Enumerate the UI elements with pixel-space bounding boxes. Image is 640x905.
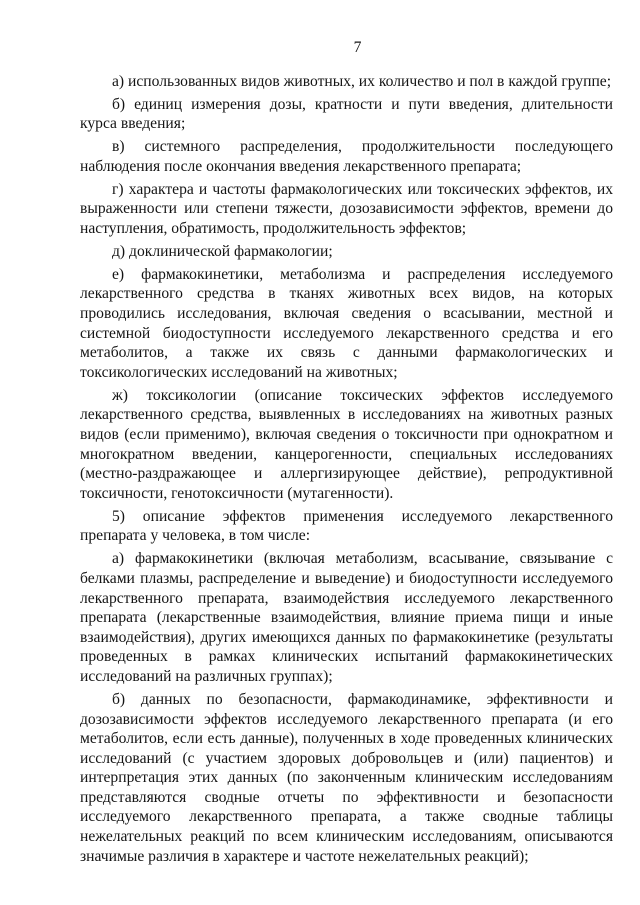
- page-number: 7: [353, 39, 362, 56]
- paragraph-a-animals: а) использованных видов животных, их количество и пол в каждой группе;: [112, 72, 612, 90]
- paragraph-v-distribution: в) системного распределения, продолжительности последующего наблюдения после окончания введения лекарственного препарата;: [80, 138, 613, 175]
- paragraph-5-human-effects: 5) описание эффектов применения исследуемого лекарственного препарата у человека, в том числе:: [80, 507, 613, 545]
- paragraph-b-dose-units: б) единиц измерения дозы, кратности и пути введения, длительности курса введения;: [80, 95, 613, 133]
- paragraph-g-effects: г) характера и частоты фармакологических или токсических эффектов, их выраженности или степени тяжести, дозозависимости эффектов, времени до наступления, обратимость, продолжительность эффектов;: [80, 180, 613, 237]
- paragraph-e-pharmacokinetics: е) фармакокинетики, метаболизма и распределения исследуемого лекарственного средства в тканях животных всех видов, на которых проводились исследования, включая сведения о всасывании, местной и системной биодоступности исследуемого лекарственного средства и его метаболитов, а также их связь с данными фармакологических и токсикологических исследований на животных;: [80, 265, 613, 381]
- paragraph-d-preclinical: д) доклинической фармакологии;: [112, 242, 333, 260]
- paragraph-zh-toxicology: ж) токсикологии (описание токсических эффектов исследуемого лекарственного средства, выявленных в исследованиях на животных разных видов (если применимо), включая сведения о токсичности при однократном и многократном введении, канцерогенности, специальных исследованиях (местно-раздражающее и аллергизирующее действие), репродуктивной токсичности, генотоксичности (мутагенности).: [80, 386, 613, 502]
- document-page: [80, 38, 613, 870]
- paragraph-b-safety-data: б) данных по безопасности, фармакодинамике, эффективности и дозозависимости эффектов исследуемого лекарственного препарата (и его метаболитов, если есть данные), полученных в ходе проведенных клинических исследований (с участием здоровых добровольцев и (или) пациентов) и интерпретация этих данных (по законченным клиническим исследованиям представляются сводные отчеты по эффективности и безопасности исследуемого лекарственного препарата, а также сводные таблицы нежелательных реакций по всем клиническим исследованиям, описываются значимые различия в характере и частоте нежелательных реакций);: [80, 690, 613, 865]
- paragraph-a-human-pharmacokinetics: а) фармакокинетики (включая метаболизм, всасывание, связывание с белками плазмы, распределение и выведение) и биодоступности исследуемого лекарственного препарата, взаимодействия исследуемого лекарственного препарата (лекарственные взаимодействия, влияние приема пищи и иные взаимодействия), других имеющихся данных по фармакокинетике (результаты проведенных в рамках клинических испытаний фармакокинетических исследований на различных группах);: [80, 550, 613, 685]
